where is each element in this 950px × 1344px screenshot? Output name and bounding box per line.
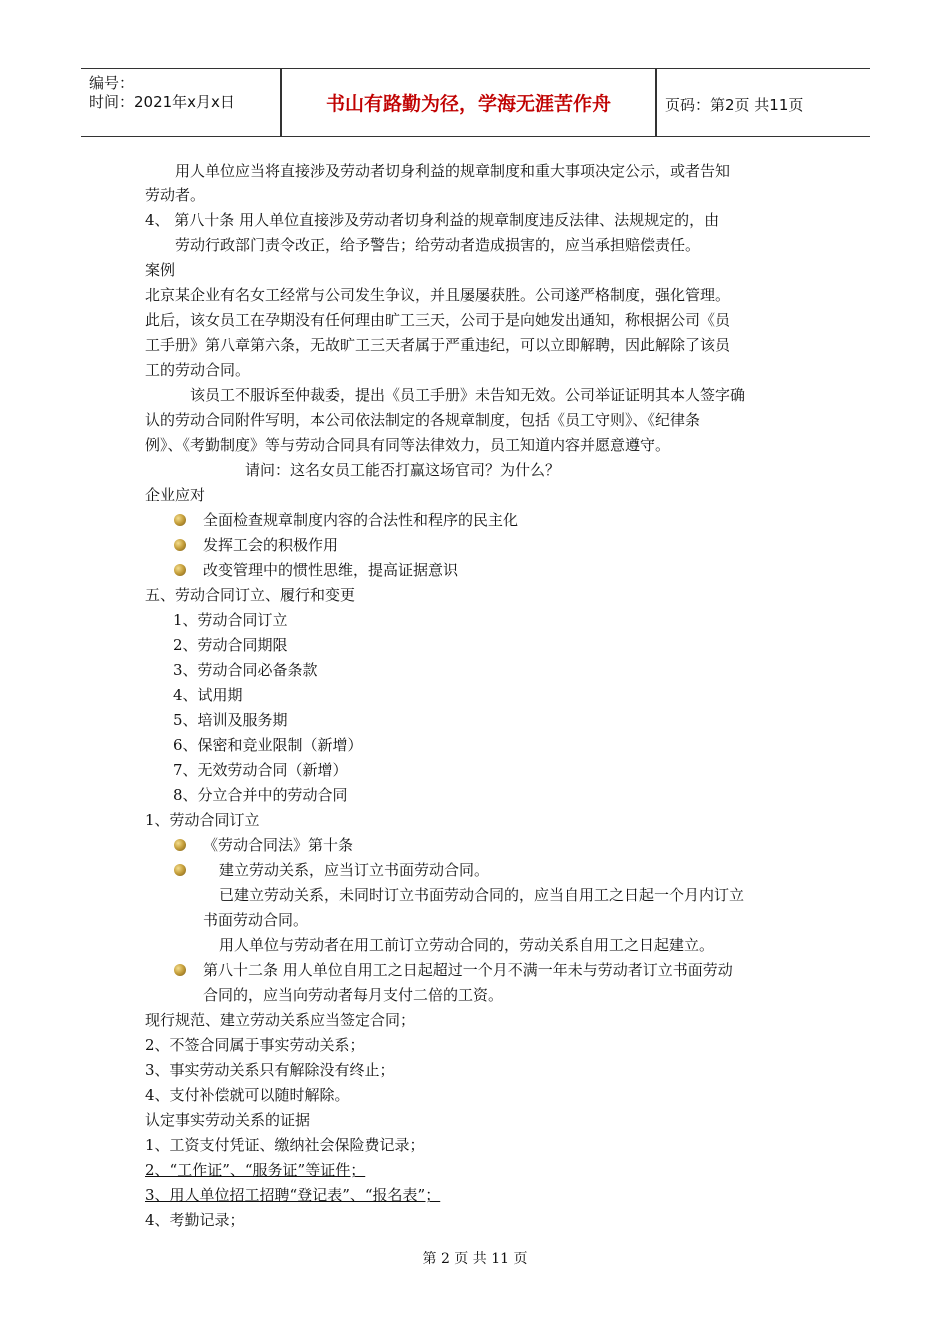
evidence-item: 1、工资支付凭证、缴纳社会保险费记录；	[145, 1136, 425, 1154]
paragraph-line: 3、事实劳动关系只有解除没有终止；	[145, 1061, 395, 1079]
evidence-title: 认定事实劳动关系的证据	[145, 1111, 311, 1129]
document-header	[81, 68, 870, 137]
case-line: 北京某企业有名女工经常与公司发生争议，并且屡屡获胜。公司遂严格制度，强化管理。	[145, 286, 731, 304]
law-item: 建立劳动关系，应当订立书面劳动合同。	[219, 861, 490, 879]
page-code: 页码：第2页 共11页	[665, 96, 804, 114]
paragraph-line: 现行规范、建立劳动关系应当签定合同；	[145, 1011, 416, 1029]
case-line: 例》、《考勤制度》等与劳动合同具有同等法律效力，员工知道内容并愿意遵守。	[145, 436, 671, 454]
list-item: 8、分立合并中的劳动合同	[173, 786, 348, 804]
bullet-icon	[174, 964, 186, 976]
law-item: 已建立劳动关系，未同时订立书面劳动合同的，应当自用工之日起一个月内订立	[219, 886, 745, 904]
response-item: 改变管理中的惯性思维，提高证据意识	[203, 561, 459, 579]
paragraph-line: 4、支付补偿就可以随时解除。	[145, 1086, 350, 1104]
law-item: 《劳动合同法》第十条	[203, 836, 354, 854]
article-80-line: 劳动行政部门责令改正，给予警告；给劳动者造成损害的，应当承担赔偿责任。	[175, 236, 701, 254]
section-heading: 五、劳动合同订立、履行和变更	[145, 586, 356, 604]
case-line: 此后，该女员工在孕期没有任何理由旷工三天，公司于是向她发出通知，称根据公司《员	[145, 311, 731, 329]
page-footer: 第 2 页 共 11 页	[422, 1251, 528, 1267]
case-question: 请问：这名女员工能否打赢这场官司？为什么？	[245, 461, 561, 479]
list-item: 2、劳动合同期限	[173, 636, 288, 654]
serial-label: 编号：	[89, 74, 135, 92]
law-item: 合同的，应当向劳动者每月支付二倍的工资。	[203, 986, 504, 1004]
law-item: 第八十二条 用人单位自用工之日起超过一个月不满一年未与劳动者订立书面劳动	[203, 961, 733, 979]
evidence-item: 3、用人单位招工招聘“登记表”、“报名表”；	[145, 1186, 441, 1204]
response-item: 发挥工会的积极作用	[203, 536, 339, 554]
evidence-item: 2、“工作证”、“服务证”等证件；	[145, 1161, 366, 1179]
bullet-icon	[174, 564, 186, 576]
evidence-item: 4、考勤记录；	[145, 1211, 245, 1229]
header-divider	[655, 69, 657, 136]
response-item: 全面检查规章制度内容的合法性和程序的民主化	[203, 511, 519, 529]
response-title: 企业应对	[145, 486, 206, 504]
paragraph-line: 2、不签合同属于事实劳动关系；	[145, 1036, 365, 1054]
list-item: 3、劳动合同必备条款	[173, 661, 318, 679]
list-item: 1、劳动合同订立	[173, 611, 288, 629]
law-item: 书面劳动合同。	[203, 911, 309, 929]
subsection-heading: 1、劳动合同订立	[145, 811, 260, 829]
paragraph-line: 用人单位应当将直接涉及劳动者切身利益的规章制度和重大事项决定公示，或者告知	[175, 162, 731, 180]
case-line: 认的劳动合同附件写明，本公司依法制定的各规章制度，包括《员工守则》、《纪律条	[145, 411, 701, 429]
bullet-icon	[174, 864, 186, 876]
case-line: 该员工不服诉至仲裁委，提出《员工手册》未告知无效。公司举证证明其本人签字确	[190, 386, 746, 404]
case-line: 工手册》第八章第六条，无故旷工三天者属于严重违纪，可以立即解聘，因此解除了该员	[145, 336, 731, 354]
bullet-icon	[174, 839, 186, 851]
date-label: 时间：2021年x月x日	[89, 93, 235, 111]
list-item: 7、无效劳动合同（新增）	[173, 761, 348, 779]
list-item: 5、培训及服务期	[173, 711, 288, 729]
bullet-icon	[174, 514, 186, 526]
list-item: 6、保密和竞业限制（新增）	[173, 736, 363, 754]
bullet-icon	[174, 539, 186, 551]
law-item: 用人单位与劳动者在用工前订立劳动合同的，劳动关系自用工之日起建立。	[219, 936, 715, 954]
case-title: 案例	[145, 261, 176, 279]
header-motto: 书山有路勤为径，学海无涯苦作舟	[325, 93, 611, 115]
paragraph-line: 劳动者。	[145, 186, 206, 204]
article-80-line: 4、 第八十条 用人单位直接涉及劳动者切身利益的规章制度违反法律、法规规定的，由	[145, 211, 720, 229]
list-item: 4、试用期	[173, 686, 243, 704]
case-line: 工的劳动合同。	[145, 361, 251, 379]
